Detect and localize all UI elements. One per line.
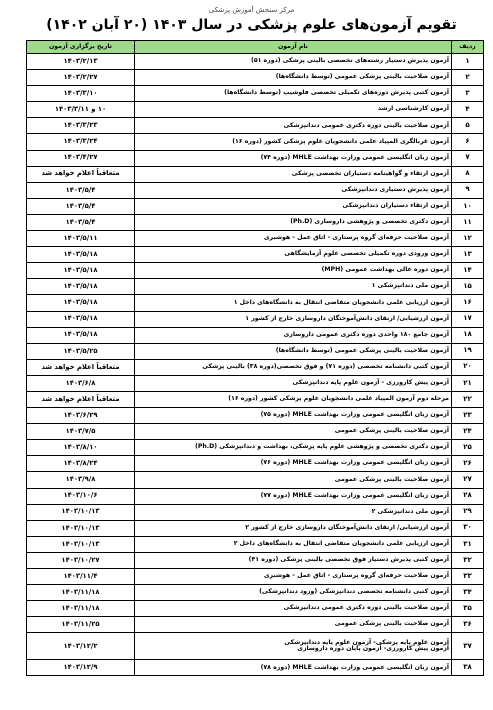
table-row bbox=[27, 247, 484, 263]
exam-date: ۱۴۰۳/۶/۲۹ bbox=[27, 408, 135, 424]
exam-date: ۱۴۰۳/۴/۲۷ bbox=[27, 150, 135, 166]
exam-name: آزمون کتبی دانشنامه تخصصی (دوره ۷۱) و فوق تخصصی(دوره ۳۸) بالینی پزشکی bbox=[135, 359, 452, 375]
exam-date: ۱۴۰۳/۶/۸ bbox=[27, 375, 135, 391]
issuer-name: مرکز سنجش آموزش پزشکی bbox=[208, 6, 295, 14]
exam-date: ۱۴۰۳/۲/۱۳ bbox=[27, 54, 135, 70]
table-row bbox=[27, 617, 484, 633]
exam-date: ۱۴۰۳/۸/۱۰ bbox=[27, 440, 135, 456]
table-row bbox=[27, 263, 484, 279]
exam-name: آزمون ارزشیابی/ ارتقای دانش‌آموختگان داروسازی خارج از کشور ۱ bbox=[135, 311, 452, 327]
table-row bbox=[27, 391, 484, 407]
row-number: ۱۷ bbox=[452, 311, 484, 327]
exam-name: آزمون صلاحیت بالینی پزشکی عمومی bbox=[135, 424, 452, 440]
table-row bbox=[27, 488, 484, 504]
exam-name: آزمون زبان انگلیسی عمومی وزارت بهداشت MHLE (دوره ۷۷) bbox=[135, 488, 452, 504]
exam-name: آزمون صلاحیت بالینی پزشکی عمومی (توسط دانشگاه‌ها) bbox=[135, 343, 452, 359]
table-row bbox=[27, 359, 484, 375]
row-number: ۳۲ bbox=[452, 552, 484, 568]
table-row bbox=[27, 375, 484, 391]
table-row bbox=[27, 102, 484, 118]
exam-name: آزمون صلاحیت بالینی دوره دکتری عمومی دندانپزشکی bbox=[135, 118, 452, 134]
exam-name-line: آزمون علوم پایه پزشکی- آزمون علوم پایه دندانپزشکی bbox=[284, 638, 449, 646]
exam-name: آزمون ارتقاء دستیاران دندانپزشکی bbox=[135, 198, 452, 214]
exam-date: ۱۴۰۳/۱۰/۱۳ bbox=[27, 520, 135, 536]
exam-date: ۱۴۰۳/۱۱/۱۸ bbox=[27, 585, 135, 601]
row-number: ۷ bbox=[452, 150, 484, 166]
exam-date: ۱۴۰۳/۱۰/۱۳ bbox=[27, 504, 135, 520]
row-number: ۴ bbox=[452, 102, 484, 118]
exam-name: آزمون صلاحیت بالینی پزشکی عمومی (توسط دانشگاه‌ها) bbox=[135, 70, 452, 86]
exam-name: آزمون ورودی دوره تکمیلی تخصصی علوم آزمایشگاهی bbox=[135, 247, 452, 263]
table-row bbox=[27, 424, 484, 440]
exam-date: ۱۴۰۳/۱۱/۲۵ bbox=[27, 617, 135, 633]
exam-name: آزمون زبان انگلیسی عمومی وزارت بهداشت MHLE (دوره ۷۵) bbox=[135, 408, 452, 424]
exam-date: ۱۴۰۳/۱۰/۱۳ bbox=[27, 536, 135, 552]
exam-date: ۱۴۰۳/۱۱/۴ bbox=[27, 569, 135, 585]
table-row bbox=[27, 408, 484, 424]
exam-date: ۱۴۰۳/۵/۱۸ bbox=[27, 279, 135, 295]
row-number: ۳۰ bbox=[452, 520, 484, 536]
row-number: ۲۶ bbox=[452, 456, 484, 472]
exam-name: آزمون پذیرش دستیاری دندانپزشکی bbox=[135, 182, 452, 198]
exam-name: آزمون جامع ۱۸۰ واحدی دوره دکتری عمومی داروسازی bbox=[135, 327, 452, 343]
exam-date: ۱۴۰۳/۵/۴ bbox=[27, 182, 135, 198]
table-row bbox=[27, 214, 484, 230]
row-number: ۲۷ bbox=[452, 472, 484, 488]
exam-date: ۱۴۰۳/۹/۸ bbox=[27, 472, 135, 488]
row-number: ۱۲ bbox=[452, 231, 484, 247]
table-row bbox=[27, 295, 484, 311]
row-number: ۲۵ bbox=[452, 440, 484, 456]
row-number: ۱۳ bbox=[452, 247, 484, 263]
row-number: ۳۵ bbox=[452, 601, 484, 617]
table-row bbox=[27, 166, 484, 182]
row-number: ۳ bbox=[452, 86, 484, 102]
exam-date: ۱۴۰۳/۸/۲۴ bbox=[27, 456, 135, 472]
column-header-row-number: ردیف bbox=[452, 41, 484, 54]
row-number: ۱۵ bbox=[452, 279, 484, 295]
table-row bbox=[27, 182, 484, 198]
exam-date: متعاقباً اعلام خواهد شد bbox=[27, 359, 135, 375]
table-row bbox=[27, 536, 484, 552]
table-row bbox=[27, 440, 484, 456]
exam-date: ۱۴۰۳/۵/۴ bbox=[27, 198, 135, 214]
row-number: ۱۴ bbox=[452, 263, 484, 279]
table-row bbox=[27, 343, 484, 359]
table-row bbox=[27, 633, 484, 660]
row-number: ۳۱ bbox=[452, 536, 484, 552]
column-header-exam-date: تاریخ برگزاری آزمون bbox=[27, 41, 135, 54]
exam-name: آزمون دکتری تخصصی و پژوهشی علوم پایه پزشکی، بهداشت و دندانپزشکی (Ph.D) bbox=[135, 440, 452, 456]
row-number: ۲۳ bbox=[452, 408, 484, 424]
exam-name: آزمون کارشناسی ارشد bbox=[135, 102, 452, 118]
row-number: ۲ bbox=[452, 70, 484, 86]
table-header-row bbox=[27, 41, 484, 54]
exam-name: آزمون غربالگری المپیاد علمی دانشجویان علوم پزشکی کشور (دوره ۱۶) bbox=[135, 134, 452, 150]
row-number: ۳۷ bbox=[452, 633, 484, 660]
exam-name: آزمون پیش کارورزی - آزمون علوم پایه دندانپزشکی bbox=[135, 375, 452, 391]
column-header-exam-name: نام آزمون bbox=[135, 41, 452, 54]
table-row bbox=[27, 70, 484, 86]
exam-name: آزمون صلاحیت حرفه‌ای گروه پرستاری - اتاق عمل - هوشبری bbox=[135, 231, 452, 247]
row-number: ۱۸ bbox=[452, 327, 484, 343]
table-row bbox=[27, 472, 484, 488]
row-number: ۲۴ bbox=[452, 424, 484, 440]
exam-date: ۱۴۰۳/۲/۲۷ bbox=[27, 70, 135, 86]
row-number: ۱۱ bbox=[452, 214, 484, 230]
exam-name: آزمون زبان انگلیسی عمومی وزارت بهداشت MHLE (دوره ۷۶) bbox=[135, 456, 452, 472]
exam-date: ۱۴۰۳/۱۰/۲۷ bbox=[27, 552, 135, 568]
exam-date: ۱۴۰۳/۷/۵ bbox=[27, 424, 135, 440]
exam-date: ۱۴۰۳/۳/۲۳ bbox=[27, 118, 135, 134]
exam-name: آزمون ملی دندانپزشکی ۲ bbox=[135, 504, 452, 520]
row-number: ۶ bbox=[452, 134, 484, 150]
row-number: ۳۳ bbox=[452, 569, 484, 585]
exam-name-line: آزمون پیش کارورزی- آزمون پایان دوره داروسازی bbox=[297, 645, 449, 653]
row-number: ۸ bbox=[452, 166, 484, 182]
exam-name: آزمون کتبی پذیرش دستیار فوق تخصصی بالینی پزشکی (دوره ۴۱) bbox=[135, 552, 452, 568]
exam-name: آزمون ارزشیابی/ ارتقای دانش‌آموختگان داروسازی خارج از کشور ۲ bbox=[135, 520, 452, 536]
row-number: ۱۹ bbox=[452, 343, 484, 359]
exam-date: ۱۴۰۳/۱۰/۶ bbox=[27, 488, 135, 504]
exam-date: ۱۴۰۳/۵/۱۸ bbox=[27, 247, 135, 263]
row-number: ۱۰ bbox=[452, 198, 484, 214]
row-number: ۲۲ bbox=[452, 391, 484, 407]
row-number: ۱۶ bbox=[452, 295, 484, 311]
table-row bbox=[27, 118, 484, 134]
exam-date: ۱۴۰۳/۱۲/۹ bbox=[27, 660, 135, 676]
exam-date: ۱۴۰۳/۵/۱۸ bbox=[27, 263, 135, 279]
exam-schedule-table bbox=[26, 40, 484, 676]
row-number: ۲۰ bbox=[452, 359, 484, 375]
table-row bbox=[27, 150, 484, 166]
exam-date: متعاقباً اعلام خواهد شد bbox=[27, 391, 135, 407]
exam-name: آزمون دکتری تخصصی و پژوهشی داروسازی (Ph.D) bbox=[135, 214, 452, 230]
table-row bbox=[27, 86, 484, 102]
exam-name: آزمون صلاحیت حرفه‌ای گروه پرستاری - اتاق عمل - هوشبری bbox=[135, 569, 452, 585]
exam-name: آزمون ارتقاء و گواهینامه دستیاران تخصصی پزشکی bbox=[135, 166, 452, 182]
exam-name: آزمون زبان انگلیسی عمومی وزارت بهداشت MHLE (دوره ۷۴) bbox=[135, 150, 452, 166]
exam-name: آزمون صلاحیت بالینی پزشکی عمومی bbox=[135, 472, 452, 488]
row-number: ۳۶ bbox=[452, 617, 484, 633]
exam-date: ۱۴۰۳/۵/۲۵ bbox=[27, 343, 135, 359]
table-row bbox=[27, 327, 484, 343]
row-number: ۵ bbox=[452, 118, 484, 134]
exam-name: آزمون صلاحیت بالینی پزشکی عمومی bbox=[135, 617, 452, 633]
exam-name: آزمون صلاحیت بالینی دوره دکتری عمومی دندانپزشکی bbox=[135, 601, 452, 617]
exam-name: آزمون دوره عالی بهداشت عمومی (MPH) bbox=[135, 263, 452, 279]
table-row bbox=[27, 279, 484, 295]
exam-name: آزمون ارزیابی علمی دانشجویان متقاضی انتقال به دانشگاه‌های داخل ۲ bbox=[135, 536, 452, 552]
exam-date: متعاقباً اعلام خواهد شد bbox=[27, 166, 135, 182]
table-row bbox=[27, 311, 484, 327]
exam-name: آزمون پذیرش دستیار رشته‌های تخصصی بالینی پزشکی (دوره ۵۱) bbox=[135, 54, 452, 70]
exam-date: ۱۴۰۳/۵/۱۸ bbox=[27, 327, 135, 343]
table-row bbox=[27, 569, 484, 585]
exam-date: ۱۴۰۳/۱۲/۲ bbox=[27, 633, 135, 660]
table-row bbox=[27, 231, 484, 247]
table-row bbox=[27, 198, 484, 214]
table-row bbox=[27, 660, 484, 676]
row-number: ۲۱ bbox=[452, 375, 484, 391]
row-number: ۱ bbox=[452, 54, 484, 70]
row-number: ۳۸ bbox=[452, 660, 484, 676]
exam-date: ۱۴۰۳/۵/۱۱ bbox=[27, 231, 135, 247]
page-title: تقویم آزمون‌های علوم پزشکی در سال ۱۴۰۳ (۲۰ آبان ۱۴۰۲) bbox=[46, 17, 457, 33]
table-row bbox=[27, 504, 484, 520]
row-number: ۲۸ bbox=[452, 488, 484, 504]
exam-name: آزمون ارزیابی علمی دانشجویان متقاضی انتقال به دانشگاه‌های داخل ۱ bbox=[135, 295, 452, 311]
exam-name: آزمون ملی دندانپزشکی ۱ bbox=[135, 279, 452, 295]
table-row bbox=[27, 134, 484, 150]
exam-name: آزمون کتبی پذیرش دوره‌های تکمیلی تخصصی فلوشیپ (توسط دانشگاه‌ها) bbox=[135, 86, 452, 102]
row-number: ۲۹ bbox=[452, 504, 484, 520]
table-row bbox=[27, 552, 484, 568]
exam-name: آزمون زبان انگلیسی عمومی وزارت بهداشت MHLE (دوره ۷۸) bbox=[135, 660, 452, 676]
exam-date: ۱۰ و ۱۴۰۳/۳/۱۱ bbox=[27, 102, 135, 118]
table-row bbox=[27, 585, 484, 601]
table-row bbox=[27, 601, 484, 617]
exam-date: ۱۴۰۳/۵/۴ bbox=[27, 214, 135, 230]
exam-name bbox=[135, 633, 452, 660]
table-row bbox=[27, 456, 484, 472]
exam-date: ۱۴۰۳/۱۱/۱۸ bbox=[27, 601, 135, 617]
row-number: ۳۴ bbox=[452, 585, 484, 601]
exam-name: آزمون کتبی دانشنامه تخصصی دندانپزشکی (ورود دندانپزشکی) bbox=[135, 585, 452, 601]
exam-date: ۱۴۰۳/۵/۱۸ bbox=[27, 295, 135, 311]
table-row bbox=[27, 54, 484, 70]
exam-name: مرحله دوم آزمون المپیاد علمی دانشجویان علوم پزشکی کشور (دوره ۱۶) bbox=[135, 391, 452, 407]
exam-date: ۱۴۰۳/۵/۱۸ bbox=[27, 311, 135, 327]
exam-date: ۱۴۰۳/۳/۲۴ bbox=[27, 134, 135, 150]
row-number: ۹ bbox=[452, 182, 484, 198]
exam-date: ۱۴۰۳/۳/۱۰ bbox=[27, 86, 135, 102]
table-row bbox=[27, 520, 484, 536]
